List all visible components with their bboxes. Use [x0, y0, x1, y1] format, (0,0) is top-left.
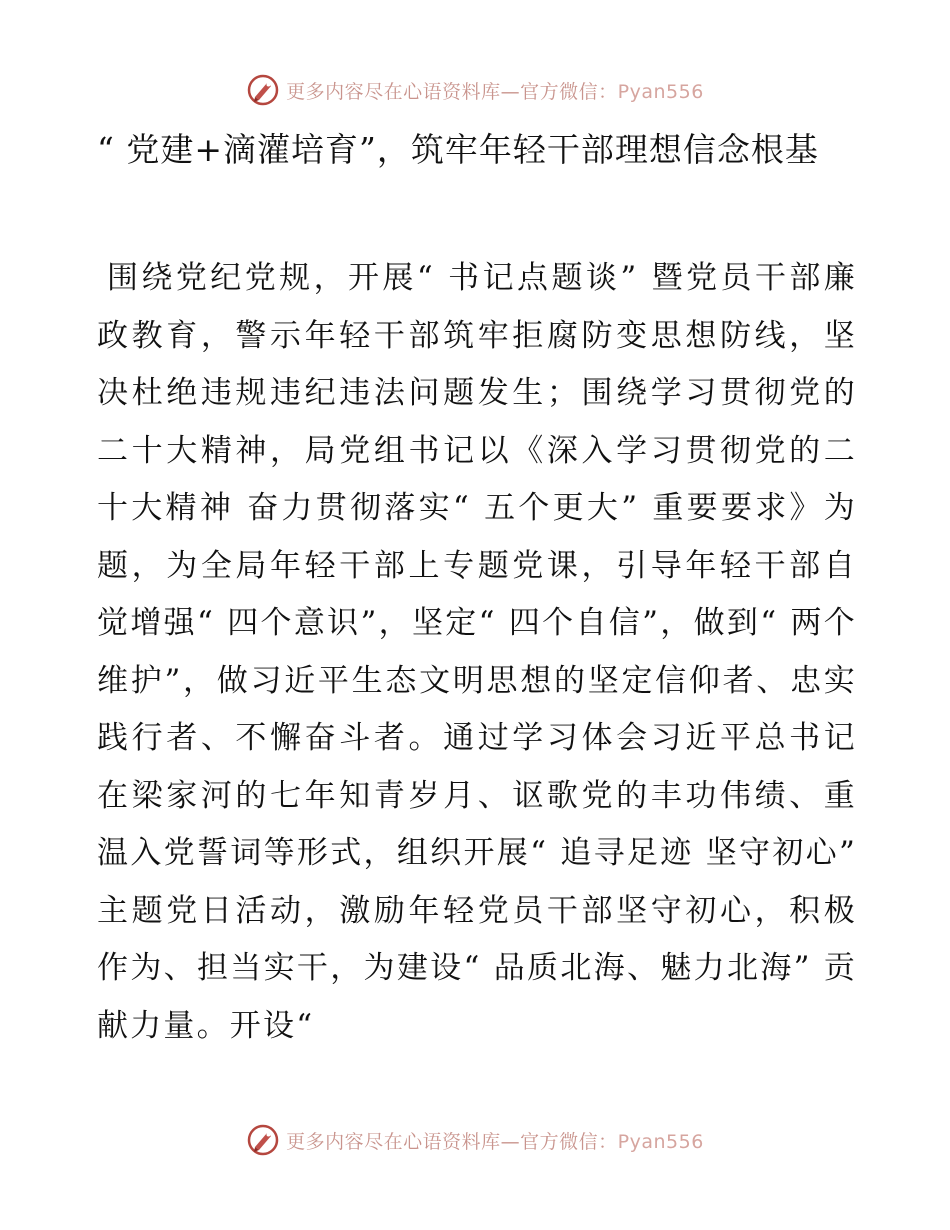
watermark-text: 更多内容尽在心语资料库—官方微信：Pyan556 [286, 1130, 704, 1153]
watermark-text: 更多内容尽在心语资料库—官方微信：Pyan556 [286, 80, 704, 103]
wechat-id: Pyan556 [617, 1130, 704, 1153]
header-watermark-banner [0, 70, 950, 110]
pen-nib-logo-icon [246, 1123, 280, 1157]
wechat-id: Pyan556 [617, 80, 704, 103]
pen-nib-logo-icon [246, 73, 280, 107]
footer-watermark-banner [0, 1120, 950, 1160]
body-paragraph: 围绕党纪党规，开展“ 书记点题谈” 暨党员干部廉政教育，警示年轻干部筑牢拒腐防变思想防线，坚决杜绝违规违纪违法问题发生；围绕学习贯彻党的二十大精神，局党组书记以《深入学习贯彻党的二十大精神 奋力贯彻落实“ 五个更大” 重要要求》为题，为全局年轻干部上专题党课，引导年轻干部自觉增强“ 四个意识”，坚定“ 四个自信”，做到“ 两个维护”，做习近平生态文明思想的坚定信仰者、忠实践行者、不懈奋斗者。通过学习体会习近平总书记在梁家河的七年知青岁月、讴歌党的丰功伟绩、重温入党誓词等形式，组织开展“ 追寻足迹 坚守初心” 主题党日活动，激励年轻党员干部坚守初心，积极作为、担当实干，为建设“ 品质北海、魅力北海” 贡献力量。开设“ [97, 260, 857, 1044]
section-title: “ 党建+滴灌培育”，筑牢年轻干部理想信念根基 [97, 130, 819, 169]
